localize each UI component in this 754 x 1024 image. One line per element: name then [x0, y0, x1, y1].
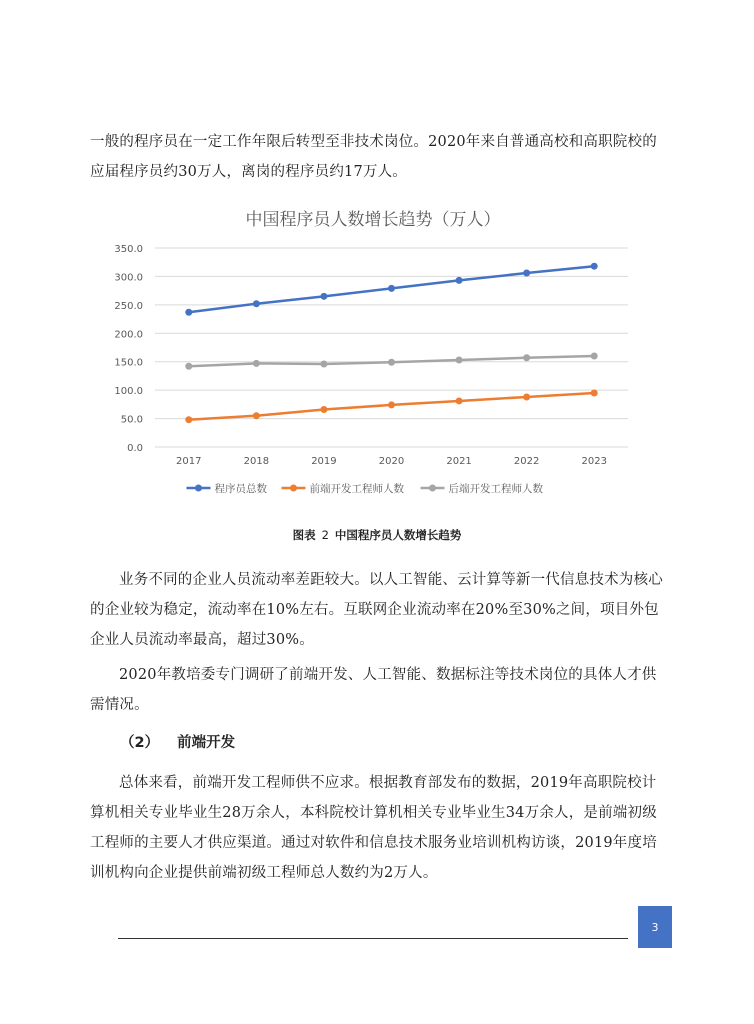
legend-label: 前端开发工程师人数	[309, 483, 404, 495]
data-point	[388, 359, 395, 366]
section-number: （2）	[120, 735, 160, 751]
data-point	[320, 360, 327, 367]
data-point	[253, 412, 260, 419]
x-tick-label: 2020	[378, 456, 405, 467]
data-point	[185, 363, 192, 370]
section-title: 前端开发	[177, 735, 236, 751]
chart-title: 中国程序员人数增长趋势（万人）	[245, 210, 501, 230]
series-3	[185, 353, 597, 370]
legend-label: 程序员总数	[214, 483, 267, 495]
footer-rule	[118, 938, 628, 939]
line-chart	[90, 200, 666, 520]
data-point	[456, 357, 463, 364]
paragraph-1: 一般的程序员在一定工作年限后转型至非技术岗位。2020年来自普通高校和高职院校的应届程序员约30万人，离岗的程序员约17万人。	[90, 134, 657, 180]
y-tick-label: 250.0	[114, 300, 143, 312]
chart-legend	[187, 482, 544, 495]
data-point	[591, 353, 598, 360]
data-point	[591, 389, 598, 396]
data-point	[320, 293, 327, 300]
data-point	[320, 406, 327, 413]
x-tick-label: 2023	[581, 456, 607, 467]
chart-series	[185, 263, 597, 424]
legend-swatch-marker	[429, 485, 436, 492]
caption-number: 2	[321, 528, 329, 542]
data-point	[523, 270, 530, 277]
data-point	[253, 300, 260, 307]
series-1	[185, 263, 597, 316]
y-tick-label: 0.0	[127, 443, 143, 454]
data-point	[185, 416, 192, 423]
data-point	[388, 401, 395, 408]
figure-caption	[0, 527, 754, 543]
y-tick-label: 100.0	[114, 386, 143, 398]
y-tick-label: 150.0	[114, 357, 143, 369]
legend-item	[187, 482, 268, 495]
x-axis-ticks	[176, 456, 607, 467]
legend-item	[421, 482, 544, 495]
data-point	[185, 309, 192, 316]
y-tick-label: 50.0	[120, 414, 143, 426]
legend-swatch-marker	[290, 485, 297, 492]
y-tick-label: 300.0	[114, 272, 143, 284]
data-point	[388, 285, 395, 292]
x-tick-label: 2019	[311, 456, 337, 467]
data-point	[523, 354, 530, 361]
y-tick-label: 200.0	[114, 329, 143, 341]
x-tick-label: 2017	[176, 456, 202, 467]
x-tick-label: 2021	[446, 456, 472, 467]
page-number: 3	[638, 906, 672, 948]
caption-title: 中国程序员人数增长趋势	[334, 528, 462, 542]
caption-label: 图表	[292, 528, 316, 542]
y-axis-ticks	[114, 244, 143, 454]
data-point	[523, 393, 530, 400]
section-heading	[120, 731, 235, 752]
data-point	[591, 263, 598, 270]
y-tick-label: 350.0	[114, 244, 143, 255]
paragraph-3: 2020年教培委专门调研了前端开发、人工智能、数据标注等技术岗位的具体人才供需情况。	[90, 667, 657, 713]
data-point	[456, 277, 463, 284]
data-point	[253, 360, 260, 367]
legend-label: 后端开发工程师人数	[448, 483, 543, 495]
x-tick-label: 2022	[513, 456, 540, 467]
x-tick-label: 2018	[243, 456, 270, 467]
data-point	[456, 397, 463, 404]
paragraph-2: 业务不同的企业人员流动率差距较大。以人工智能、云计算等新一代信息技术为核心的企业较为稳定，流动率在10%左右。互联网企业流动率在20%至30%之间，项目外包企业人员流动率最高，超过30%。	[90, 572, 663, 648]
legend-swatch-marker	[195, 485, 202, 492]
legend-item	[282, 482, 405, 495]
paragraph-4: 总体来看，前端开发工程师供不应求。根据教育部发布的数据，2019年高职院校计算机相关专业毕业生28万余人，本科院校计算机相关专业毕业生34万余人，是前端初级工程师的主要人才供应渠道。通过对软件和信息技术服务业培训机构访谈，2019年度培训机构向企业提供前端初级工程师总人数约为2万人。	[90, 775, 657, 881]
